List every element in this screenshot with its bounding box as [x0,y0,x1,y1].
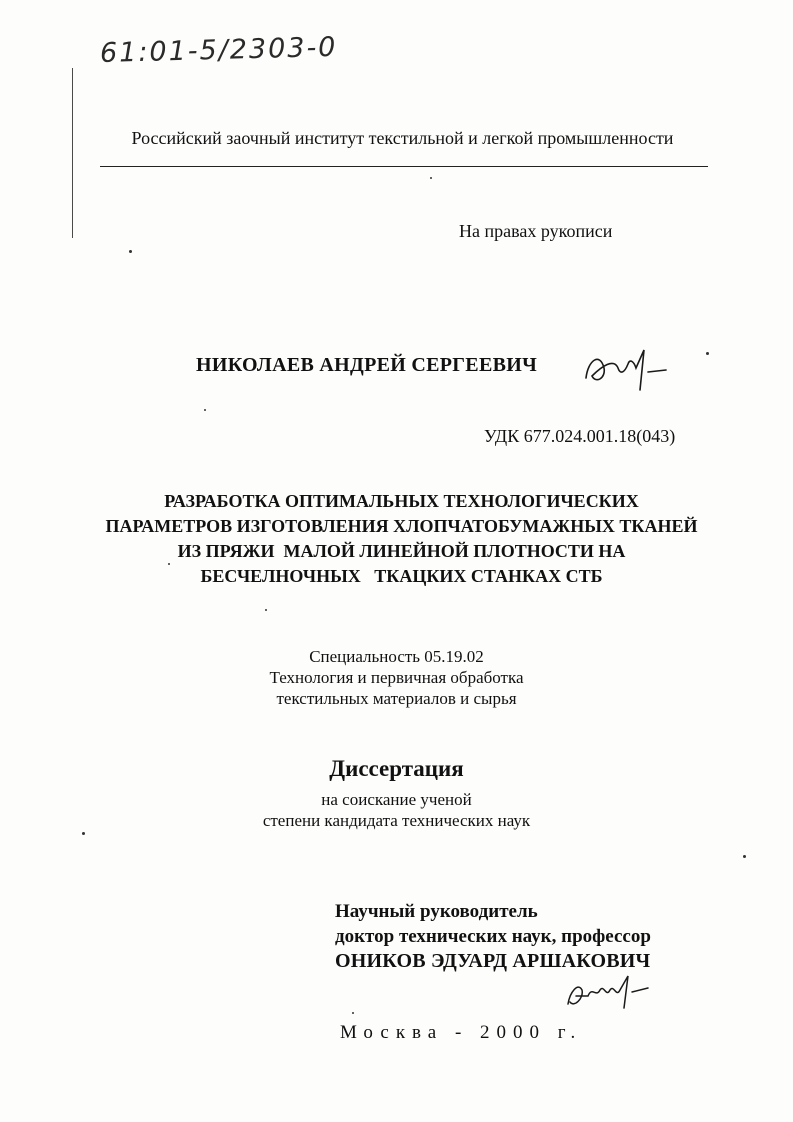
dissertation-heading: Диссертация [329,756,464,781]
scan-speck [743,855,746,858]
degree-line: на соискание ученой [321,790,472,809]
institute-name: Российский заочный институт текстильной и легкой промышленности [131,128,674,148]
specialty-name-line: Технология и первичная обработка [269,668,524,687]
advisor-role: Научный руководитель [335,901,538,922]
author-name: НИКОЛАЕВ АНДРЕЙ СЕРГЕЕВИЧ [196,354,538,376]
advisor-block [335,899,651,974]
city-year: Москва - 2000 г. [340,1022,583,1043]
author-signature-icon [578,338,688,398]
scan-speck [706,352,709,355]
scan-speck [168,563,170,565]
scan-speck [352,1012,354,1014]
scan-speck [204,409,206,411]
specialty-block [0,646,793,709]
scan-speck [430,177,432,179]
scan-speck [129,250,132,253]
title-line: БЕСЧЕЛНОЧНЫХ ТКАЦКИХ СТАНКАХ СТБ [200,566,603,586]
specialty-name-line: текстильных материалов и сырья [276,689,517,708]
udc-code: УДК 677.024.001.18(043) [484,426,676,446]
advisor-signature-icon [562,968,672,1018]
scan-speck [82,832,85,835]
degree-block [0,789,793,831]
degree-line: степени кандидата технических наук [262,811,531,830]
header-rule [100,166,708,167]
title-line: ИЗ ПРЯЖИ МАЛОЙ ЛИНЕЙНОЙ ПЛОТНОСТИ НА [177,541,626,561]
advisor-degree: доктор технических наук, профессор [335,926,651,947]
scan-speck [265,609,267,611]
title-line: РАЗРАБОТКА ОПТИМАЛЬНЫХ ТЕХНОЛОГИЧЕСКИХ [164,491,639,511]
manuscript-note: На правах рукописи [459,221,613,241]
advisor-name: ОНИКОВ ЭДУАРД АРШАКОВИЧ [335,950,651,972]
dissertation-title [0,489,793,589]
title-line: ПАРАМЕТРОВ ИЗГОТОВЛЕНИЯ ХЛОПЧАТОБУМАЖНЫХ ТКАНЕЙ [105,516,698,536]
archive-number: 61:01-5/2303-0 [99,31,338,69]
specialty-code: Специальность 05.19.02 [309,647,484,666]
margin-line [72,68,73,238]
